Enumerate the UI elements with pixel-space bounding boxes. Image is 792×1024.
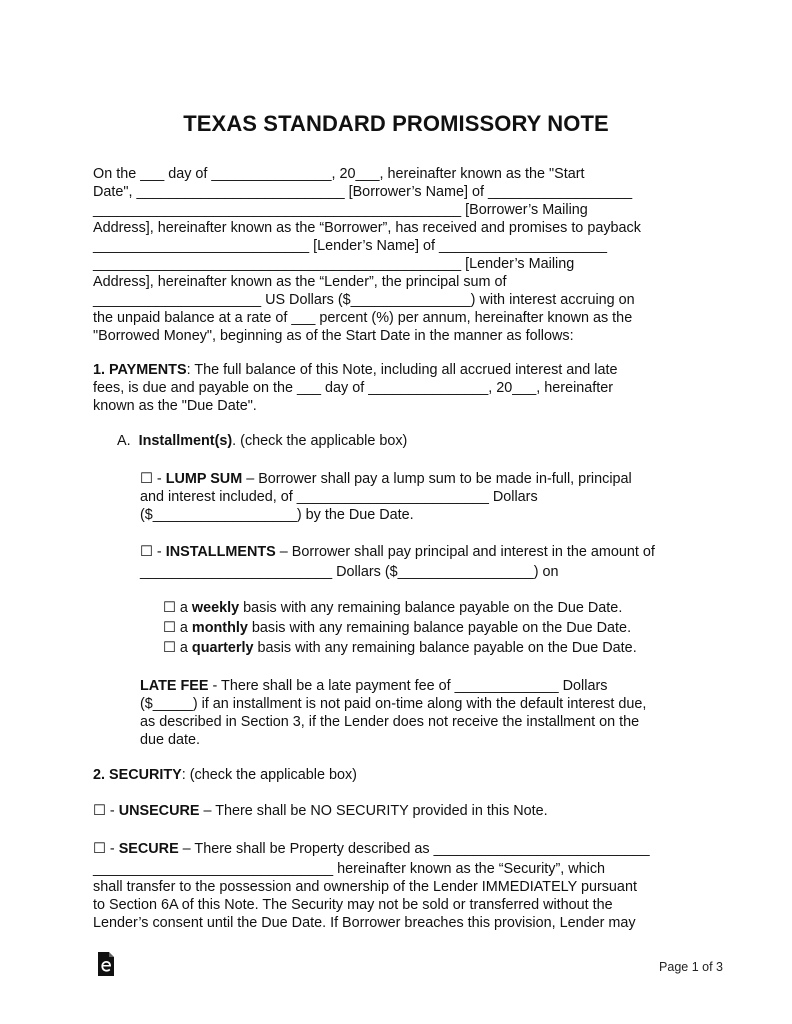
secure-line-4: to Section 6A of this Note. The Security may not be sold or transferred without the: [93, 897, 613, 913]
security-heading: 2. SECURITY: [93, 767, 182, 783]
installments-line-1: [140, 543, 655, 561]
intro-line-8: _____________________ US Dollars ($_______________) with interest accruing on: [93, 292, 635, 308]
monthly-checkbox[interactable]: ☐ a: [163, 620, 192, 636]
installments-label: INSTALLMENTS: [165, 544, 276, 560]
monthly-text: basis with any remaining balance payable on the Due Date.: [247, 620, 632, 636]
document-title: TEXAS STANDARD PROMISSORY NOTE: [183, 111, 609, 136]
intro-line-10: "Borrowed Money", beginning as of the Start Date in the manner as follows:: [93, 328, 574, 344]
weekly-word: weekly: [191, 600, 240, 616]
lump-sum-line-3: ($__________________) by the Due Date.: [140, 507, 414, 523]
secure-checkbox[interactable]: ☐ -: [93, 841, 119, 857]
installments-checkbox[interactable]: ☐ -: [140, 544, 166, 560]
late-fee-line-4: due date.: [140, 732, 201, 748]
intro-line-5: ___________________________ [Lender’s Name] of _____________________: [93, 238, 608, 254]
late-fee-text: - There shall be a late payment fee of _____________ Dollars: [208, 678, 608, 694]
lump-sum-line-2: and interest included, of ________________________ Dollars: [140, 489, 538, 505]
installments-line-2: ________________________ Dollars ($_________________) on: [140, 564, 559, 580]
late-fee-line-2: ($_____) if an installment is not paid on-time along with the default interest due,: [140, 696, 647, 712]
secure-line-3: shall transfer to the possession and ownership of the Lender IMMEDIATELY pursuant: [93, 879, 637, 895]
page-number: Page 1 of 3: [659, 960, 723, 974]
installments-section-line: [117, 432, 407, 450]
payments-text: : The full balance of this Note, including all accrued interest and late: [186, 362, 618, 378]
intro-line-4: Address], hereinafter known as the “Borrower”, has received and promises to payback: [93, 220, 641, 236]
payments-line-2: fees, is due and payable on the ___ day of _______________, 20___, hereinafter: [93, 380, 614, 396]
secure-line-1: [93, 840, 650, 858]
weekly-checkbox[interactable]: ☐ a: [163, 600, 192, 616]
installments-section-text: . (check the applicable box): [232, 433, 408, 449]
unsecure-label: UNSECURE: [118, 803, 200, 819]
secure-line-5: Lender’s consent until the Due Date. If Borrower breaches this provision, Lender may: [93, 915, 636, 931]
frequency-option-quarterly: [163, 639, 637, 657]
intro-line-3: ______________________________________________ [Borrower’s Mailing: [93, 202, 588, 218]
payments-line-1: [93, 361, 618, 379]
payments-heading: 1. PAYMENTS: [93, 362, 187, 378]
quarterly-word: quarterly: [191, 640, 254, 656]
quarterly-text: basis with any remaining balance payable on the Due Date.: [253, 640, 637, 656]
security-text: : (check the applicable box): [181, 767, 357, 783]
secure-text: – There shall be Property described as ___________________________: [178, 841, 650, 857]
unsecure-text: – There shall be NO SECURITY provided in this Note.: [199, 803, 548, 819]
intro-line-6: ______________________________________________ [Lender’s Mailing: [93, 256, 575, 272]
late-fee-line-3: as described in Section 3, if the Lender does not receive the installment on the: [140, 714, 640, 730]
intro-line-1: On the ___ day of _______________, 20___, hereinafter known as the "Start: [93, 166, 585, 182]
frequency-option-monthly: [163, 619, 631, 637]
intro-line-7: Address], hereinafter known as the “Lender”, the principal sum of: [93, 274, 507, 290]
unsecure-line: [93, 802, 548, 820]
lump-sum-checkbox[interactable]: ☐ -: [140, 471, 166, 487]
intro-line-2: Date", __________________________ [Borrower’s Name] of __________________: [93, 184, 633, 200]
secure-line-2: ______________________________ hereinafter known as the “Security”, which: [93, 861, 606, 877]
payments-line-3: known as the "Due Date".: [93, 398, 257, 414]
lump-sum-label: LUMP SUM: [165, 471, 243, 487]
lump-sum-text: – Borrower shall pay a lump sum to be made in-full, principal: [242, 471, 632, 487]
unsecure-checkbox[interactable]: ☐ -: [93, 803, 119, 819]
frequency-option-weekly: [163, 599, 622, 617]
monthly-word: monthly: [191, 620, 248, 636]
late-fee-line-1: [140, 677, 607, 695]
quarterly-checkbox[interactable]: ☐ a: [163, 640, 192, 656]
secure-label: SECURE: [118, 841, 179, 857]
installments-text: – Borrower shall pay principal and interest in the amount of: [275, 544, 655, 560]
installments-section-prefix: A.: [117, 433, 131, 449]
intro-line-9: the unpaid balance at a rate of ___ percent (%) per annum, hereinafter known as the: [93, 310, 633, 326]
lump-sum-line-1: [140, 470, 632, 488]
weekly-text: basis with any remaining balance payable on the Due Date.: [239, 600, 623, 616]
security-line: [93, 766, 357, 784]
eforms-logo-icon: [96, 951, 116, 977]
late-fee-label: LATE FEE: [140, 678, 209, 694]
installments-section-heading: Installment(s): [138, 433, 233, 449]
